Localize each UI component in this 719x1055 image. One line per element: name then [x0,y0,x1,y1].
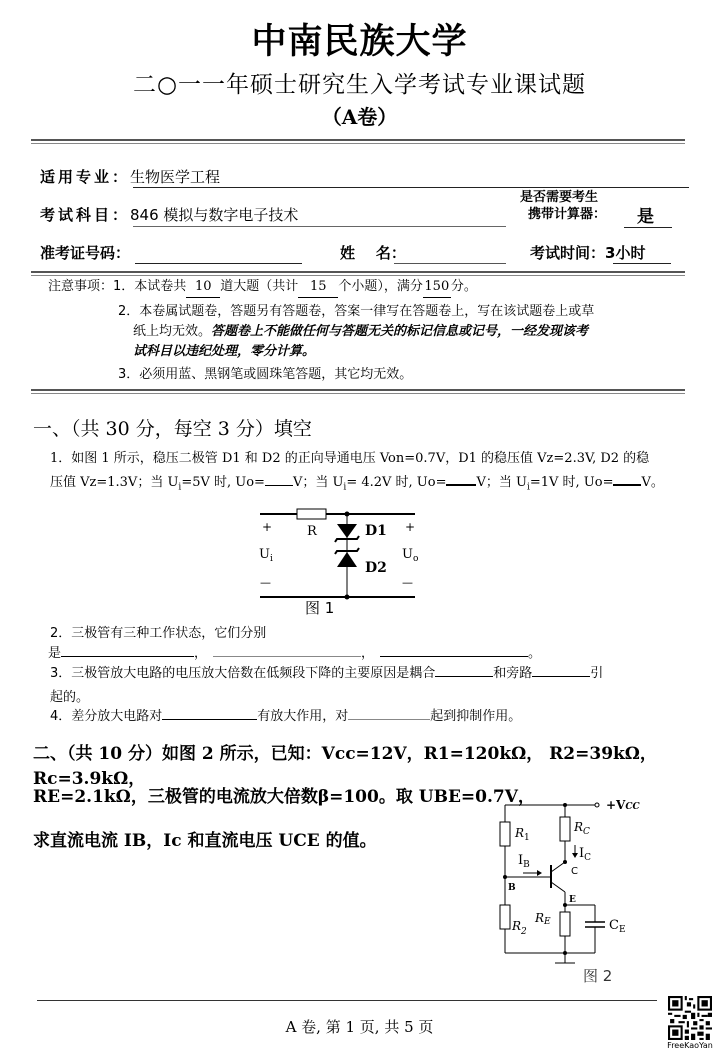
figure-2-caption: 图 2 [583,967,613,985]
label-ce-main: C [609,918,619,933]
q2-sep: ， [194,646,208,661]
label-re [534,911,551,927]
label-b: B [508,883,516,893]
q1-blank-2[interactable] [446,472,476,486]
q3-text: 起的。 [50,690,90,705]
notice-divider [31,389,685,394]
q3-text: 和旁路 [493,666,533,681]
subscript: i [526,482,530,493]
label-r1 [514,826,530,843]
major-question-count: 10 [186,277,220,298]
resistor-re [560,912,570,936]
name-row [340,242,406,263]
notice-item-2 [118,302,688,362]
transistor-emitter [551,882,565,892]
q2-blank-1[interactable] [61,643,194,657]
q3-text: 3．三极管放大电路的电压放大倍数在低频段下降的主要原因是耦合 [50,666,436,681]
resistor-r [297,509,326,519]
q4-text: 起到抑制作用。 [430,709,522,724]
subscript: i [343,482,347,493]
subject-row [40,204,298,225]
subject-underline [133,226,506,227]
q1-text: V；当 U [292,475,344,490]
notice-label: 注意事项： [48,279,114,294]
label-ib-main: I [518,853,524,868]
label-ui-main: U [259,547,270,562]
label-rc-main: R [574,820,584,834]
q1-text: V。 [641,475,664,490]
subject-label: 考试科目： [40,206,131,224]
label-c: C [571,866,578,877]
notice-text: 分。 [450,279,477,294]
q1-text: =1V 时, Uo= [529,475,614,490]
ib-arrow-head [537,870,542,876]
question-2-line1: 2．三极管有三种工作状态，它们分别 [50,626,267,641]
subscript: i [178,482,182,493]
minor-question-count: 15 [298,277,338,298]
uo-minus: — [402,576,413,589]
time-value: 3小时 [605,244,646,262]
time-label: 考试时间： [530,244,606,262]
label-re-sub: E [544,917,551,927]
vcc-terminal [595,803,599,807]
q2-blank-3[interactable] [380,643,528,657]
qr-caption: FreeKaoYan [667,1041,713,1050]
university-name: 中南民族大学 [251,22,468,62]
label-re-main: R [535,911,545,925]
label-r2-main: R [512,919,522,933]
section2-line1: 二、（共 10 分）如图 2 所示，已知：Vcc=12V，R1=120kΩ， R2=39kΩ，Rc=3.9kΩ， [33,744,657,789]
ui-plus: + [262,520,273,534]
q1-blank-3[interactable] [613,472,641,486]
exam-title: 二○一一年硕士研究生入学考试专业课试题 [132,72,587,98]
question-3 [50,662,690,710]
label-d1: D1 [365,523,387,539]
calculator-underline [624,227,672,228]
q1-text: V；当 U [476,475,527,490]
major-label: 适用专业： [40,168,131,186]
figure-1-circuit [255,500,425,618]
paper-label: （A卷） [321,105,398,129]
resistor-r2 [500,905,510,929]
q4-blank-1[interactable] [162,706,257,720]
q2-blank-2[interactable] [213,643,361,657]
section1-heading: 一、（共 30 分，每空 3 分）填空 [33,418,312,440]
major-underline [133,187,689,188]
notice-warning: 试科目以违纪处理，零分计算。 [133,344,316,359]
diode-d2 [337,552,357,567]
label-d2: D2 [365,560,387,576]
notice-text: 纸上均无效。 [133,324,212,339]
page-number: A 卷, 第 1 页, 共 5 页 [285,1018,434,1036]
label-ib-sub: B [523,860,530,870]
major-value: 生物医学工程 [130,168,221,186]
qr-code-icon[interactable] [668,996,712,1040]
question-1 [50,447,690,500]
label-uo [402,547,418,564]
label-vcc-main: +V [606,798,626,812]
label-vcc-sub: CC [625,802,640,812]
label-ic-sub: C [584,853,592,863]
q1-blank-1[interactable] [265,472,293,486]
q4-text: 有放大作用，对 [257,709,349,724]
resistor-r1 [500,822,510,846]
header-divider [31,139,685,144]
q2-sep: ， [361,646,375,661]
figure-2-circuit [485,790,660,990]
time-underline [613,263,671,264]
label-ib [518,853,530,870]
q2-text: 是 [48,646,62,661]
label-ic-main: I [579,846,585,861]
q1-text: = 4.2V 时, Uo= [346,475,447,490]
section2-line3: 求直流电流 IB，Ic 和直流电压 UCE 的值。 [33,831,377,851]
label-ui-sub: i [269,554,273,564]
label-ui [259,547,273,564]
ic-arrow-head [572,853,578,858]
q2-end: 。 [528,646,542,661]
q1-text: 1．如图 1 所示，稳压二极管 D1 和 D2 的正向导通电压 Von=0.7V，D1 的稳压值 Vz=2.3V, D2 的稳 [50,451,650,466]
notice-text: 道大题（共计 [220,279,299,294]
node-c [563,860,567,864]
label-r: R [307,524,317,539]
q1-text: 压值 Vz=1.3V；当 U [50,475,179,490]
notice-item-3: 3．必须用蓝、黑钢笔或圆珠笔答题，其它均无效。 [118,367,413,382]
subject-value: 846 模拟与数字电子技术 [130,206,299,224]
calculator-label-line2: 携带计算器： [528,207,607,222]
admission-label: 准考证号码： [40,244,131,262]
label-e: E [569,895,576,905]
ui-minus: — [260,576,271,589]
figure-1-caption: 图 1 [305,599,335,617]
notice-text: 2．本卷属试题卷，答题另有答题卷，答案一律写在答题卷上，写在该试题卷上或草 [118,304,595,319]
label-r2-sub: 2 [521,927,527,937]
label-ce-sub: E [618,925,626,935]
section2-line2: RE=2.1kΩ，三极管的电流放大倍数β=100。取 UBE=0.7V， [33,787,535,807]
q3-blank-2[interactable] [532,663,590,677]
q1-text: =5V 时, Uo= [181,475,265,490]
label-ce [609,918,626,935]
label-uo-main: U [402,547,413,562]
q3-text: 引 [590,666,604,681]
calculator-label [520,189,606,223]
label-r2 [511,919,527,937]
label-rc-sub: C [583,827,590,837]
name-field[interactable] [394,263,506,264]
major-row [40,166,220,187]
calculator-label-line1: 是否需要考生 [520,190,599,205]
resistor-rc [560,817,570,841]
q3-blank-1[interactable] [435,663,493,677]
time-row [530,242,645,263]
transistor-collector [551,862,565,872]
notice-item-1 [48,277,477,298]
label-r1-main: R [515,826,525,840]
info-divider [31,271,685,276]
admission-field[interactable] [135,263,302,264]
notice-text: 1．本试卷共 [113,279,187,294]
q4-text: 4．差分放大电路对 [50,709,163,724]
diode-d1 [337,524,357,538]
question-4 [50,705,521,729]
uo-plus: + [405,520,416,534]
q1-line2 [50,471,690,500]
label-vcc [606,798,641,812]
admission-row [40,242,130,263]
calculator-value: 是 [637,207,654,227]
q4-blank-2[interactable] [348,706,430,720]
label-rc [573,820,590,837]
total-score: 150 [423,277,451,298]
label-uo-sub: o [412,554,419,564]
name-label: 姓 名： [340,244,406,262]
notice-warning: 答题卷上不能做任何与答题无关的标记信息或记号，一经发现该考 [211,324,589,339]
label-ic [579,846,591,863]
footer-divider [37,1000,657,1001]
notice-text: 个小题），满分 [338,279,423,294]
label-r1-sub: 1 [524,833,530,843]
